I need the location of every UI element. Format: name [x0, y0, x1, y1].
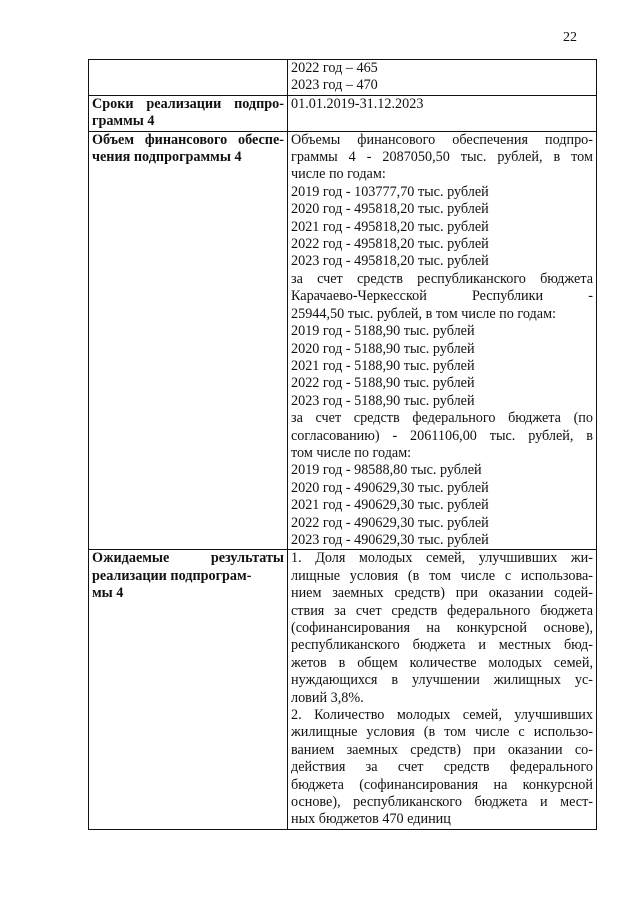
row-value-line: республиканского бюджета и местных бюд-: [291, 637, 593, 654]
row-value-line: ловий 3,8%.: [291, 689, 364, 706]
row-value-cell: [288, 95, 597, 131]
row-value-line: Карачаево-Черкесской Республики -: [291, 288, 593, 305]
row-value-line: 2019 год - 98588,80 тыс. рублей: [291, 462, 482, 479]
row-value-line: 2020 год - 490629,30 тыс. рублей: [291, 479, 489, 496]
row-value-line: согласованию) - 2061106,00 тыс. рублей, в: [291, 427, 593, 444]
row-label-line: реализации подпрограм-: [92, 567, 252, 584]
row-label-line: мы 4: [92, 585, 124, 602]
row-value-line: ванием заемных средств) при оказании со-: [291, 741, 593, 758]
row-value-cell: [288, 60, 597, 96]
row-implementation-period: [89, 95, 597, 131]
row-value-line: числе по годам:: [291, 166, 386, 183]
row-value-line: 01.01.2019-31.12.2023: [291, 95, 424, 112]
row-value-line: бюджета (софинансирования на конкурсной: [291, 776, 593, 793]
row-value-line: жилищные условия (в том числе с использо-: [291, 724, 593, 741]
row-value-line: жетов в общем количестве молодых семей,: [291, 654, 593, 671]
row-expected-results: [89, 550, 597, 830]
row-value-line: Объемы финансового обеспечения подпро-: [291, 131, 593, 148]
row-value-line: 2022 год - 490629,30 тыс. рублей: [291, 514, 489, 531]
row-label-cell: [89, 550, 288, 830]
row-value-line: 2020 год - 5188,90 тыс. рублей: [291, 340, 475, 357]
row-value-line: ных бюджетов 470 единиц: [291, 811, 451, 828]
row-value-line: 2023 год - 5188,90 тыс. рублей: [291, 392, 475, 409]
row-label-cell: [89, 95, 288, 131]
row-label-line: Сроки реализации подпро-: [92, 95, 284, 112]
row-indicator-continuation: [89, 60, 597, 96]
row-value-line: граммы 4 - 2087050,50 тыс. рублей, в том: [291, 149, 593, 166]
row-value-line: основе), республиканского бюджета и мест-: [291, 794, 593, 811]
row-value-line: действия за счет средств федерального: [291, 759, 593, 776]
row-label-line: чения подпрограммы 4: [92, 149, 242, 166]
row-value-line: 2023 год – 470: [291, 77, 378, 94]
row-label-cell: [89, 60, 288, 96]
row-value-line: 25944,50 тыс. рублей, в том числе по годам:: [291, 305, 556, 322]
row-value-line: том числе по годам:: [291, 444, 412, 461]
row-value-line: 2019 год - 5188,90 тыс. рублей: [291, 323, 475, 340]
row-value-line: ствия за счет средств федерального бюджета: [291, 602, 593, 619]
row-label-line: Объем финансового обеспе-: [92, 131, 284, 148]
row-value-line: 2020 год - 495818,20 тыс. рублей: [291, 201, 489, 218]
row-value-line: нуждающихся в улучшении жилищных ус-: [291, 672, 593, 689]
row-value-line: 2019 год - 103777,70 тыс. рублей: [291, 183, 489, 200]
row-financing-volume: [89, 131, 597, 550]
row-label-line: Ожидаемые результаты: [92, 550, 284, 567]
row-value-cell: [288, 131, 597, 550]
page-number: 22: [563, 30, 577, 45]
row-label-line: граммы 4: [92, 113, 155, 130]
row-value-cell: [288, 550, 597, 830]
row-value-line: 2022 год – 465: [291, 60, 378, 76]
row-value-line: лищные условия (в том числе с использова-: [291, 567, 593, 584]
row-value-line: 2021 год - 495818,20 тыс. рублей: [291, 218, 489, 235]
row-value-line: 2. Количество молодых семей, улучшивших: [291, 707, 593, 724]
row-value-line: 2022 год - 495818,20 тыс. рублей: [291, 236, 489, 253]
row-value-line: 2021 год - 5188,90 тыс. рублей: [291, 357, 475, 374]
row-value-line: за счет средств республиканского бюджета: [291, 270, 593, 287]
row-value-line: 2023 год - 495818,20 тыс. рублей: [291, 253, 489, 270]
row-label-cell: [89, 131, 288, 550]
row-value-line: 2023 год - 490629,30 тыс. рублей: [291, 531, 489, 548]
row-value-line: (софинансирования на конкурсной основе),: [291, 620, 593, 636]
row-value-line: нием заемных средств) при оказании содей-: [291, 585, 593, 602]
row-value-line: за счет средств федерального бюджета (по: [291, 410, 593, 427]
subprogram-passport-table: [88, 59, 597, 830]
row-value-line: 2022 год - 5188,90 тыс. рублей: [291, 375, 475, 392]
row-value-line: 2021 год - 490629,30 тыс. рублей: [291, 497, 489, 514]
row-value-line: 1. Доля молодых семей, улучшивших жи-: [291, 550, 593, 567]
